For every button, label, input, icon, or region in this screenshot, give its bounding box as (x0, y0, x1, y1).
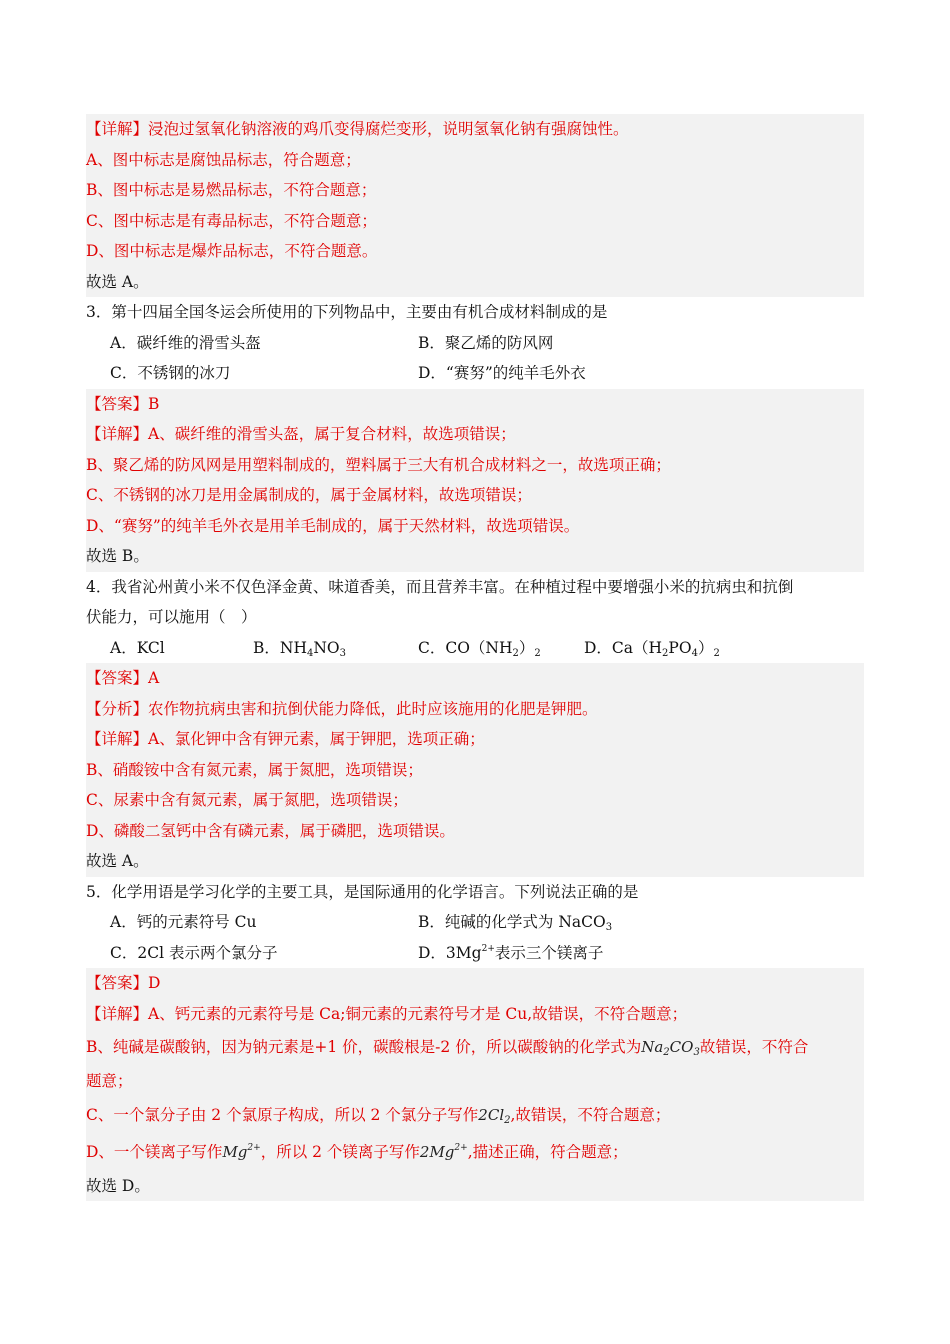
q3-stem: 3．第十四届全国冬运会所使用的下列物品中，主要由有机合成材料制成的是 (86, 303, 608, 321)
q2-explanation (86, 114, 864, 297)
q5-detail: 【详解】A、钙元素的元素符号是 Ca;铜元素的元素符号才是 Cu,故错误，不符合题意； (86, 1004, 688, 1023)
q4-options (86, 633, 864, 664)
q5-option-c-note: C、一个氯分子由 2 个氯原子构成，所以 2 个氯分子写作$2Cl_2$,故错误，不符合题意； (86, 1105, 671, 1126)
q2-option-d-note: D、图中标志是爆炸品标志，不符合题意。 (86, 242, 378, 260)
q3-explanation (86, 389, 864, 572)
q5-option-d-note: D、一个镁离子写作$Mg^{2+}$，所以 2 个镁离子写作$2Mg^{2+}$,描述正确，符合题意； (86, 1142, 628, 1161)
q2-conclusion: 故选 A。 (86, 272, 149, 291)
page-content (86, 114, 864, 1201)
q3-detail: 【详解】A、碳纤维的滑雪头盔，属于复合材料，故选项错误； (86, 425, 516, 443)
q5-option-a: A．钙的元素符号 Cu (110, 913, 257, 931)
q4-conclusion: 故选 A。 (86, 852, 149, 870)
q4-explanation (86, 663, 864, 877)
q2-option-c-note: C、图中标志是有毒品标志，不符合题意； (86, 211, 377, 230)
q5-option-b-note-cont: 题意； (86, 1072, 133, 1090)
q5-option-b-note: B、纯碱是碳酸钠，因为钠元素是+1 价，碳酸根是-2 价，所以碳酸钠的化学式为$Na_2CO_3$故错误，不符合 (86, 1038, 809, 1058)
q5-option-b: B．纯碱的化学式为 NaCO$_3$ (418, 913, 613, 933)
q4-option-b-note: B、硝酸铵中含有氮元素，属于氮肥，选项错误； (86, 760, 423, 779)
q5-explanation (86, 968, 864, 1201)
q3-answer: 【答案】B (86, 394, 160, 413)
q3-options-row1 (86, 328, 864, 359)
q2-option-b-note: B、图中标志是易燃品标志，不符合题意； (86, 181, 377, 199)
q3-option-b: B．聚乙烯的防风网 (418, 333, 554, 352)
q5-answer: 【答案】D (86, 974, 161, 992)
q4-option-d-note: D、磷酸二氢钙中含有磷元素，属于磷肥，选项错误。 (86, 821, 455, 840)
q4-analysis: 【分析】农作物抗病虫害和抗倒伏能力降低，此时应该施用的化肥是钾肥。 (86, 699, 598, 718)
q5-stem: 5．化学用语是学习化学的主要工具，是国际通用的化学语言。下列说法正确的是 (86, 882, 639, 901)
mg-ion-formula: $Mg^{2+}$ (222, 1142, 261, 1161)
q5-options-row1 (86, 907, 864, 938)
q5-option-d: D．$3Mg^{2+}$表示三个镁离子 (418, 943, 604, 962)
q3-conclusion: 故选 B。 (86, 547, 149, 565)
q5-option-c: C．2Cl 表示两个氯分子 (110, 943, 278, 962)
q4-answer: 【答案】A (86, 669, 160, 687)
detail-tag: 【详解】 (86, 120, 149, 138)
q3-option-d-note: D、“赛努”的纯羊毛外衣是用羊毛制成的，属于天然材料，故选项错误。 (86, 516, 580, 535)
q4-option-a: A．KCl (110, 638, 165, 657)
2mg-ion-formula: $2Mg^{2+}$ (419, 1142, 468, 1161)
2cl2-formula: $2Cl_2$ (478, 1105, 511, 1126)
q3-option-b-note: B、聚乙烯的防风网是用塑料制成的，塑料属于三大有机合成材料之一，故选项正确； (86, 455, 671, 474)
q2-option-a-note: A、图中标志是腐蚀品标志，符合题意； (86, 150, 361, 169)
q3-option-c-note: C、不锈钢的冰刀是用金属制成的，属于金属材料，故选项错误； (86, 486, 532, 504)
q5-conclusion: 故选 D。 (86, 1176, 150, 1195)
q2-detail: 【详解】浸泡过氢氧化钠溶液的鸡爪变得腐烂变形，说明氢氧化钠有强腐蚀性。 (86, 120, 629, 138)
q5-options-row2 (86, 938, 864, 969)
q4-option-c-note: C、尿素中含有氮元素，属于氮肥，选项错误； (86, 791, 408, 809)
q3-option-a: A．碳纤维的滑雪头盔 (110, 333, 261, 352)
q4-option-d: D．$Ca(H_2PO_4)_2$ (584, 638, 720, 659)
q3-options-row2 (86, 358, 864, 389)
q3-option-d: D．“赛努”的纯羊毛外衣 (418, 364, 586, 382)
na2co3-formula: $Na_2CO_3$ (641, 1038, 700, 1058)
q4-stem-line1: 4．我省沁州黄小米不仅色泽金黄、味道香美，而且营养丰富。在种植过程中要增强小米的抗病虫和抗倒 (86, 577, 794, 596)
q4-stem-line2: 伏能力，可以施用（ ） (86, 608, 257, 626)
q3-option-c: C．不锈钢的冰刀 (110, 364, 231, 382)
q4-detail: 【详解】A、氯化钾中含有钾元素，属于钾肥，选项正确； (86, 730, 485, 748)
q4-option-c: C．$CO(NH_2)_2$ (418, 638, 541, 659)
q4-option-b: B．$NH_4NO_3$ (253, 638, 347, 659)
